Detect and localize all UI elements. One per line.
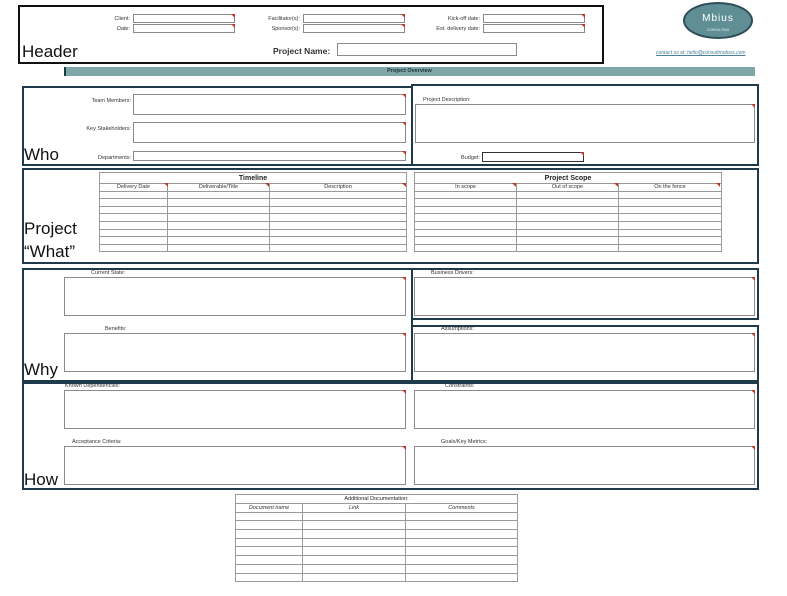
sponsor-field[interactable] <box>303 24 405 33</box>
scope-col-out: Out of scope <box>517 184 619 192</box>
assumptions-field[interactable] <box>414 333 755 372</box>
doc-cell[interactable] <box>303 564 406 573</box>
doc-cell[interactable] <box>303 512 406 521</box>
timeline-cell[interactable] <box>100 214 168 222</box>
kickoff-label: Kick-off date: <box>448 16 480 22</box>
scope-cell[interactable] <box>619 191 722 199</box>
timeline-title: Timeline <box>100 173 407 184</box>
delivery-field[interactable] <box>483 24 585 33</box>
known-dependencies-label: Known Dependencies: <box>65 383 121 389</box>
timeline-row <box>100 229 407 237</box>
timeline-cell[interactable] <box>270 199 407 207</box>
doc-col-name: Document name <box>236 504 303 513</box>
documentation-title: Additional Documentation: <box>236 495 518 504</box>
acceptance-criteria-field[interactable] <box>64 446 406 485</box>
timeline-cell[interactable] <box>100 191 168 199</box>
logo-wordmark: Mbius <box>702 13 734 24</box>
scope-cell[interactable] <box>517 214 619 222</box>
date-label: Date: <box>116 26 130 32</box>
scope-cell[interactable] <box>517 206 619 214</box>
timeline-col-deliverable: Deliverable/Title <box>168 184 270 192</box>
timeline-cell[interactable] <box>100 244 168 252</box>
scope-col-fence: On the fence <box>619 184 722 192</box>
contact-link[interactable]: contact us at: hello@consultmobius.com <box>656 50 746 56</box>
client-label: Client: <box>114 16 130 22</box>
timeline-cell[interactable] <box>168 191 270 199</box>
kickoff-field[interactable] <box>483 14 585 23</box>
benefits-label: Benefits: <box>105 326 127 332</box>
timeline-cell[interactable] <box>100 206 168 214</box>
facilitator-field[interactable] <box>303 14 405 23</box>
what-section-label-line1: Project <box>24 219 77 238</box>
constraints-field[interactable] <box>414 390 755 429</box>
who-section-label: Who <box>24 145 59 164</box>
facilitator-label: Facilitator(s): <box>268 16 300 22</box>
company-logo <box>683 2 753 39</box>
doc-row <box>236 538 518 547</box>
scope-marker-3 <box>716 183 720 187</box>
scope-cell[interactable] <box>517 229 619 237</box>
project-name-field[interactable] <box>337 43 517 56</box>
doc-cell[interactable] <box>406 556 518 565</box>
timeline-cell[interactable] <box>100 237 168 245</box>
scope-row <box>415 206 722 214</box>
doc-cell[interactable] <box>303 547 406 556</box>
timeline-cell[interactable] <box>270 221 407 229</box>
doc-cell[interactable] <box>236 564 303 573</box>
timeline-row <box>100 199 407 207</box>
current-state-label: Current State: <box>91 270 126 276</box>
known-dependencies-field[interactable] <box>64 390 406 429</box>
doc-cell[interactable] <box>406 564 518 573</box>
doc-row <box>236 512 518 521</box>
scope-row <box>415 191 722 199</box>
team-members-label: Team Members: <box>91 98 131 104</box>
doc-cell[interactable] <box>236 556 303 565</box>
delivery-label: Est. delivery date: <box>436 26 480 32</box>
scope-marker-2 <box>614 183 618 187</box>
scope-col-in: In scope <box>415 184 517 192</box>
doc-cell[interactable] <box>303 530 406 539</box>
scope-cell[interactable] <box>517 221 619 229</box>
scope-cell[interactable] <box>619 206 722 214</box>
goals-label: Goals/Key Metrics: <box>441 439 488 445</box>
scope-cell[interactable] <box>415 214 517 222</box>
timeline-cell[interactable] <box>168 206 270 214</box>
timeline-cell[interactable] <box>100 199 168 207</box>
business-drivers-field[interactable] <box>414 277 755 316</box>
scope-title: Project Scope <box>415 173 722 184</box>
scope-cell[interactable] <box>517 199 619 207</box>
doc-cell[interactable] <box>406 530 518 539</box>
scope-cell[interactable] <box>415 221 517 229</box>
key-stakeholders-label: Key Stakeholders: <box>86 126 131 132</box>
scope-cell[interactable] <box>517 237 619 245</box>
scope-cell[interactable] <box>517 244 619 252</box>
doc-cell[interactable] <box>303 573 406 582</box>
project-description-field[interactable] <box>415 104 755 143</box>
doc-cell[interactable] <box>303 538 406 547</box>
documentation-table <box>235 494 518 582</box>
timeline-cell[interactable] <box>168 244 270 252</box>
assumptions-label: Assumptions: <box>441 326 475 332</box>
scope-row <box>415 237 722 245</box>
budget-label: Budget: <box>461 155 480 161</box>
departments-field[interactable] <box>133 151 406 161</box>
scope-row <box>415 221 722 229</box>
doc-cell[interactable] <box>406 573 518 582</box>
benefits-field[interactable] <box>64 333 406 372</box>
doc-cell[interactable] <box>236 573 303 582</box>
doc-row <box>236 530 518 539</box>
scope-row <box>415 229 722 237</box>
header-section-label: Header <box>22 42 78 61</box>
date-field[interactable] <box>133 24 235 33</box>
doc-cell[interactable] <box>236 530 303 539</box>
timeline-cell[interactable] <box>270 206 407 214</box>
scope-cell[interactable] <box>415 206 517 214</box>
what-section-label-line2: “What” <box>24 242 75 261</box>
timeline-row <box>100 214 407 222</box>
doc-cell[interactable] <box>406 547 518 556</box>
scope-row <box>415 214 722 222</box>
scope-row <box>415 199 722 207</box>
doc-row <box>236 573 518 582</box>
doc-cell[interactable] <box>406 521 518 530</box>
project-overview-banner: Project Overview <box>64 67 755 76</box>
scope-cell[interactable] <box>415 237 517 245</box>
timeline-col-description: Description <box>270 184 407 192</box>
timeline-cell[interactable] <box>270 214 407 222</box>
doc-row <box>236 564 518 573</box>
project-description-label: Project Description: <box>423 97 471 103</box>
doc-cell[interactable] <box>236 521 303 530</box>
logo-subtext: CONSULTING <box>706 28 730 32</box>
doc-cell[interactable] <box>303 556 406 565</box>
doc-col-link: Link <box>303 504 406 513</box>
timeline-cell[interactable] <box>270 229 407 237</box>
scope-cell[interactable] <box>415 229 517 237</box>
timeline-cell[interactable] <box>168 199 270 207</box>
timeline-row <box>100 237 407 245</box>
timeline-cell[interactable] <box>270 237 407 245</box>
scope-cell[interactable] <box>415 244 517 252</box>
scope-cell[interactable] <box>619 237 722 245</box>
budget-field[interactable] <box>482 152 584 162</box>
doc-cell[interactable] <box>303 521 406 530</box>
scope-cell[interactable] <box>619 199 722 207</box>
key-stakeholders-field[interactable] <box>133 122 406 143</box>
doc-col-comments: Comments <box>406 504 518 513</box>
doc-cell[interactable] <box>236 538 303 547</box>
scope-cell[interactable] <box>619 214 722 222</box>
scope-row <box>415 244 722 252</box>
departments-label: Departments: <box>97 155 131 161</box>
doc-row <box>236 556 518 565</box>
doc-cell[interactable] <box>236 547 303 556</box>
doc-row <box>236 547 518 556</box>
timeline-row <box>100 244 407 252</box>
banner-start-marker <box>64 67 66 76</box>
timeline-row <box>100 206 407 214</box>
timeline-cell[interactable] <box>100 229 168 237</box>
current-state-field[interactable] <box>64 277 406 316</box>
timeline-row <box>100 191 407 199</box>
goals-field[interactable] <box>414 446 755 485</box>
timeline-cell[interactable] <box>168 221 270 229</box>
scope-cell[interactable] <box>619 244 722 252</box>
scope-cell[interactable] <box>517 191 619 199</box>
project-name-label: Project Name: <box>273 46 331 56</box>
timeline-col-delivery-date: Delivery Date <box>100 184 168 192</box>
doc-cell[interactable] <box>236 512 303 521</box>
timeline-marker-2 <box>265 183 269 187</box>
business-drivers-label: Business Drivers: <box>431 270 474 276</box>
team-members-field[interactable] <box>133 94 406 115</box>
why-section-label: Why <box>24 360 58 379</box>
client-field[interactable] <box>133 14 235 23</box>
how-section-label: How <box>24 470 59 489</box>
scope-cell[interactable] <box>619 229 722 237</box>
timeline-cell[interactable] <box>168 214 270 222</box>
timeline-marker-1 <box>164 183 168 187</box>
timeline-cell[interactable] <box>270 191 407 199</box>
timeline-marker-3 <box>402 183 406 187</box>
doc-cell[interactable] <box>406 512 518 521</box>
doc-cell[interactable] <box>406 538 518 547</box>
scope-cell[interactable] <box>415 199 517 207</box>
timeline-row <box>100 221 407 229</box>
constraints-label: Constraints: <box>445 383 475 389</box>
timeline-table <box>99 172 407 252</box>
timeline-cell[interactable] <box>168 229 270 237</box>
scope-marker-1 <box>512 183 516 187</box>
sponsor-label: Sponsor(s): <box>271 26 300 32</box>
timeline-cell[interactable] <box>100 221 168 229</box>
scope-table <box>414 172 722 252</box>
scope-cell[interactable] <box>415 191 517 199</box>
acceptance-criteria-label: Acceptance Criteria: <box>72 439 122 445</box>
scope-cell[interactable] <box>619 221 722 229</box>
timeline-cell[interactable] <box>168 237 270 245</box>
timeline-cell[interactable] <box>270 244 407 252</box>
doc-row <box>236 521 518 530</box>
